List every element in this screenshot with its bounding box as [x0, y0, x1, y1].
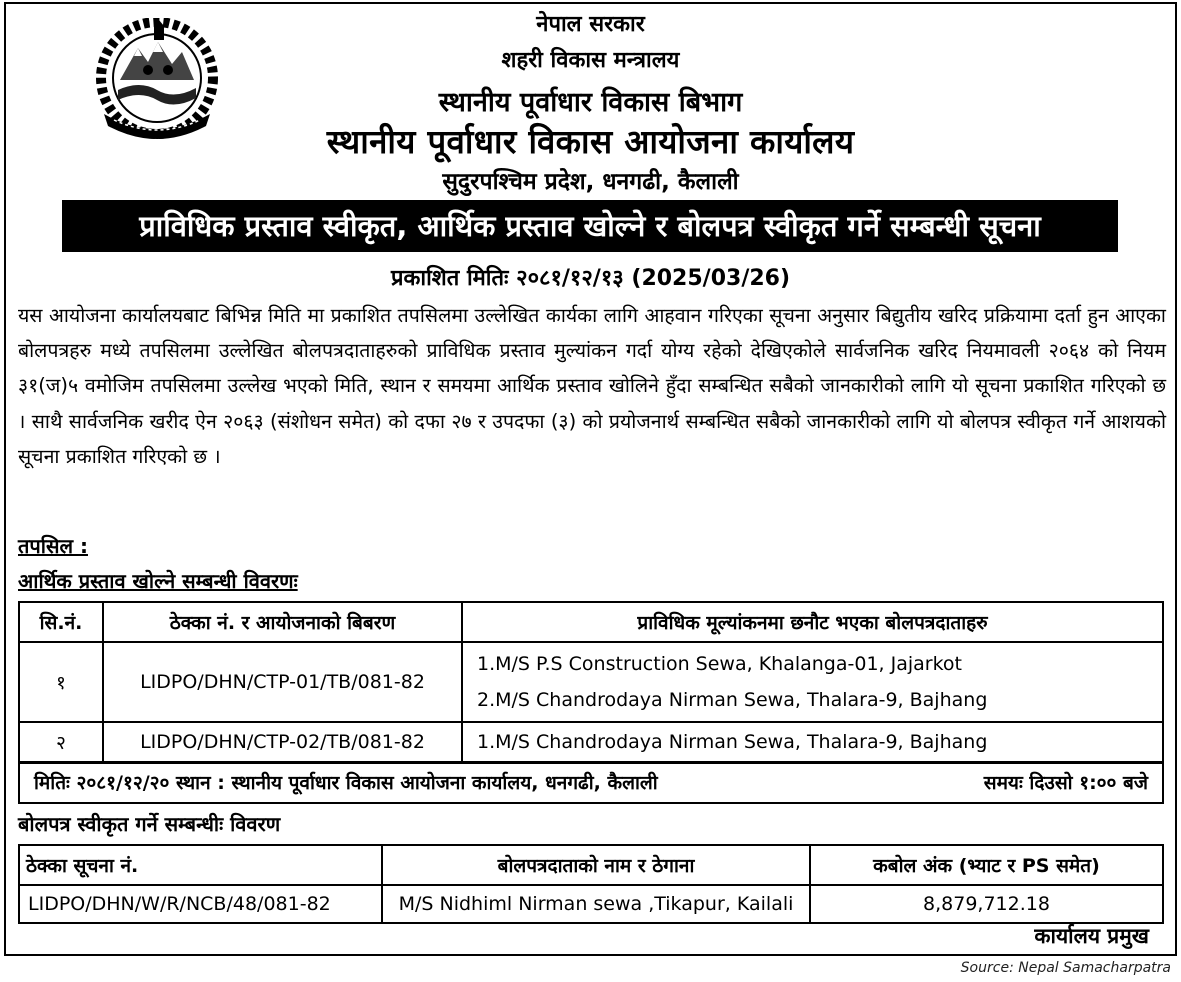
contract-cell: LIDPO/DHN/CTP-02/TB/081-82	[103, 722, 462, 762]
serial-cell: २	[19, 722, 103, 762]
bid-acceptance-table	[18, 844, 1164, 924]
opening-date-place: मितिः २०८१/१२/२० स्थान : स्थानीय पूर्वाधार विकास आयोजना कार्यालय, धनगढी, कैलाली	[34, 772, 658, 794]
column-header-amount: कबोल अंक (भ्याट र PS समेत)	[810, 845, 1163, 885]
column-header-notice-number: ठेक्का सूचना नं.	[19, 845, 382, 885]
notice-title-banner: प्राविधिक प्रस्ताव स्वीकृत, आर्थिक प्रस्ताव खोल्ने र बोलपत्र स्वीकृत गर्ने सम्बन्धी सूचना	[62, 200, 1118, 252]
contract-cell: LIDPO/DHN/CTP-01/TB/081-82	[103, 642, 462, 722]
bidder-cell: M/S Nidhiml Nirman sewa ,Tikapur, Kailali	[382, 885, 810, 923]
header-department: स्थानीय पूर्वाधार विकास बिभाग	[438, 87, 743, 118]
header-office: स्थानीय पूर्वाधार विकास आयोजना कार्यालय	[326, 122, 855, 161]
details-label: तपसिल :	[18, 534, 88, 558]
financial-section-title: आर्थिक प्रस्ताव खोल्ने सम्बन्धी विवरणः	[18, 569, 298, 593]
amount-cell: 8,879,712.18	[810, 885, 1163, 923]
table-row	[19, 642, 1163, 722]
header-ministry: शहरी विकास मन्त्रालय	[501, 48, 680, 73]
published-date: प्रकाशित मितिः २०८१/१२/१३ (2025/03/26)	[390, 266, 791, 291]
header-government: नेपाल सरकार	[536, 12, 645, 37]
financial-proposal-table	[18, 601, 1164, 763]
column-header-contract: ठेक्का नं. र आयोजनाको बिबरण	[103, 602, 462, 642]
bidder-line: 2.M/S Chandrodaya Nirman Sewa, Thalara-9, Bajhang	[477, 689, 988, 711]
header-address: सुदुरपश्चिम प्रदेश, धनगढी, कैलाली	[442, 169, 739, 195]
bidder-line: 1.M/S P.S Construction Sewa, Khalanga-01, Jajarkot	[477, 653, 962, 675]
source-credit: Source: Nepal Samacharpatra	[960, 960, 1171, 976]
notice-number-cell: LIDPO/DHN/W/R/NCB/48/081-82	[19, 885, 382, 923]
bidders-cell	[462, 722, 1163, 762]
serial-cell: १	[19, 642, 103, 722]
acceptance-section-title: बोलपत्र स्वीकृत गर्ने सम्बन्धीः विवरण	[18, 812, 281, 836]
column-header-bidders: प्राविधिक मूल्यांकनमा छनौट भएका बोलपत्रदाताहरु	[462, 602, 1163, 642]
office-chief-signature: कार्यालय प्रमुख	[1034, 924, 1149, 948]
bidder-line: 1.M/S Chandrodaya Nirman Sewa, Thalara-9, Bajhang	[477, 731, 988, 753]
opening-time: समयः दिउसो १:०० बजे	[983, 772, 1148, 794]
table-row	[19, 885, 1163, 923]
table-header-row	[19, 602, 1163, 642]
opening-date-place-time	[18, 762, 1164, 804]
bidders-cell	[462, 642, 1163, 722]
column-header-bidder: बोलपत्रदाताको नाम र ठेगाना	[382, 845, 810, 885]
table-row	[19, 722, 1163, 762]
notice-body-text: यस आयोजना कार्यालयबाट बिभिन्न मिति मा प्रकाशित तपसिलमा उल्लेखित कार्यका लागि आहवान गरिएका सूचना अनुसार बिद्युतीय खरिद प्रक्रियामा दर्ता हुन आएका बोलपत्रहरु मध्ये तपसिलमा उल्लेखित बोलपत्रदाताहरुको प्राविधिक प्रस्ताव मुल्यांकन गर्दा योग्य रहेको देखिएकोले सार्वजनिक खरिद नियमावली २०६४ को नियम ३१(ज)५ वमोजिम तपसिलमा उल्लेख भएको मिति, स्थान र समयमा आर्थिक प्रस्ताव खोलिने हुँदा सम्बन्धित सबैको जानकारीको लागि यो सूचना प्रकाशित गरिएको छ । साथै सार्वजनिक खरीद ऐन २०६३ (संशोधन समेत) को दफा २७ र उपदफा (३) को प्रयोजनार्थ सम्बन्धित सबैको जानकारीको लागि यो बोलपत्र स्वीकृत गर्ने आशयको सूचना प्रकाशित गरिएको छ ।	[18, 304, 1166, 468]
column-header-serial: सि.नं.	[19, 602, 103, 642]
table-header-row	[19, 845, 1163, 885]
